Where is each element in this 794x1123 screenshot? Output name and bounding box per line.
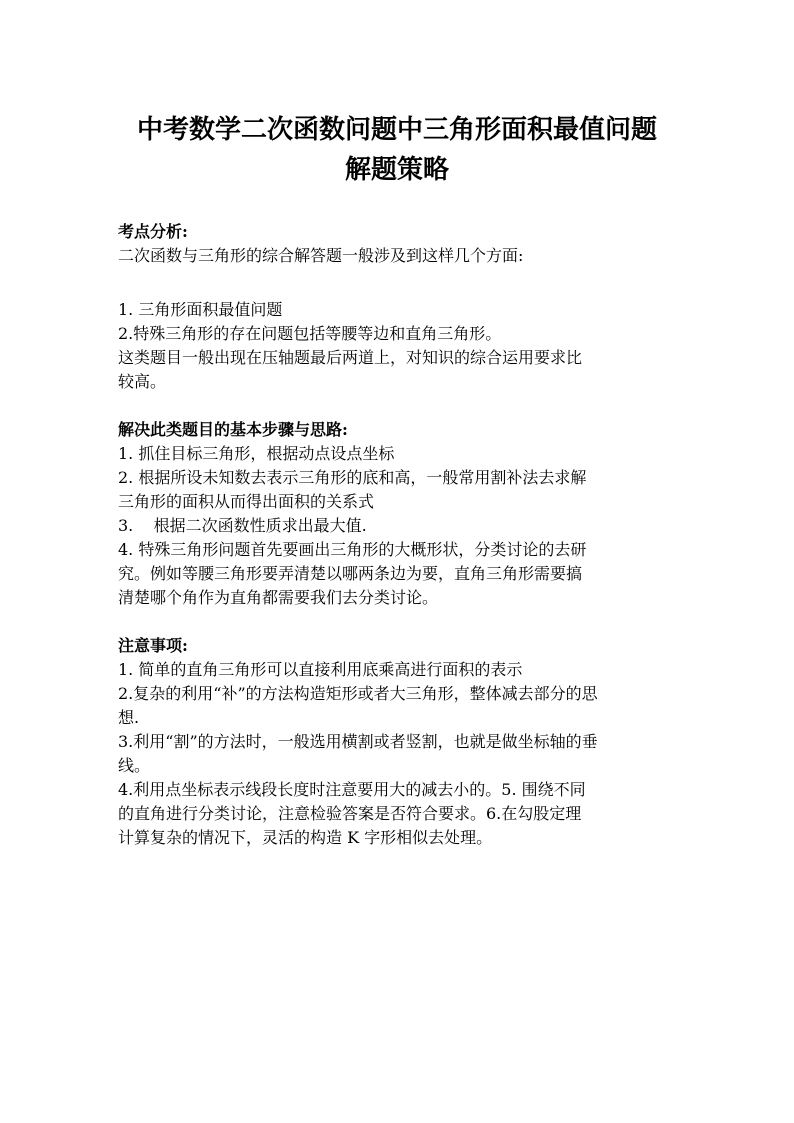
section-heading-notes: 注意事项: — [118, 636, 188, 655]
analysis-note-line-1: 这类题目一般出现在压轴题最后两道上，对知识的综合运用要求比 — [118, 348, 583, 367]
analysis-note-line-2: 较高。 — [118, 372, 167, 391]
analysis-item-1: 1. 三角形面积最值问题 — [118, 300, 283, 319]
title-line-2: 解题策略 — [344, 155, 449, 185]
steps-line: 3. 根据二次函数性质求出最大值. — [118, 516, 367, 535]
section-heading-steps: 解决此类题目的基本步骤与思路: — [118, 420, 348, 439]
spacer — [118, 268, 688, 298]
document-body — [118, 220, 688, 850]
notes-line: 1. 简单的直角三角形可以直接利用底乘高进行面积的表示 — [118, 660, 523, 679]
steps-line: 清楚哪个角作为直角都需要我们去分类讨论。 — [118, 588, 439, 607]
notes-line: 线。 — [118, 756, 151, 775]
analysis-item-2: 2.特殊三角形的存在问题包括等腰等边和直角三角形。 — [118, 324, 502, 343]
document-title — [100, 110, 694, 190]
spacer — [118, 394, 688, 418]
notes-line: 的直角进行分类讨论，注意检验答案是否符合要求。6.在勾股定理 — [118, 804, 582, 823]
spacer — [118, 610, 688, 634]
notes-line: 3.利用“割”的方法时，一般选用横割或者竖割，也就是做坐标轴的垂 — [118, 732, 598, 751]
notes-line: 想. — [118, 708, 140, 727]
analysis-intro: 二次函数与三角形的综合解答题一般涉及到这样几个方面: — [118, 246, 524, 265]
steps-line: 4. 特殊三角形问题首先要画出三角形的大概形状，分类讨论的去研 — [118, 540, 587, 559]
steps-line: 究。例如等腰三角形要弄清楚以哪两条边为要，直角三角形需要搞 — [118, 564, 583, 583]
steps-line: 三角形的面积从而得出面积的关系式 — [118, 492, 375, 511]
notes-line: 计算复杂的情况下，灵活的构造 K 字形相似去处理。 — [118, 828, 493, 847]
steps-line: 2. 根据所设未知数去表示三角形的底和高，一般常用割补法去求解 — [118, 468, 587, 487]
title-line-1: 中考数学二次函数问题中三角形面积最值问题 — [136, 115, 657, 145]
steps-line: 1. 抓住目标三角形，根据动点设点坐标 — [118, 444, 395, 463]
notes-line: 2.复杂的利用“补”的方法构造矩形或者大三角形，整体减去部分的思 — [118, 684, 598, 703]
notes-line: 4.利用点坐标表示线段长度时注意要用大的减去小的。5. 围绕不同 — [118, 780, 586, 799]
section-heading-analysis: 考点分析: — [118, 222, 188, 241]
